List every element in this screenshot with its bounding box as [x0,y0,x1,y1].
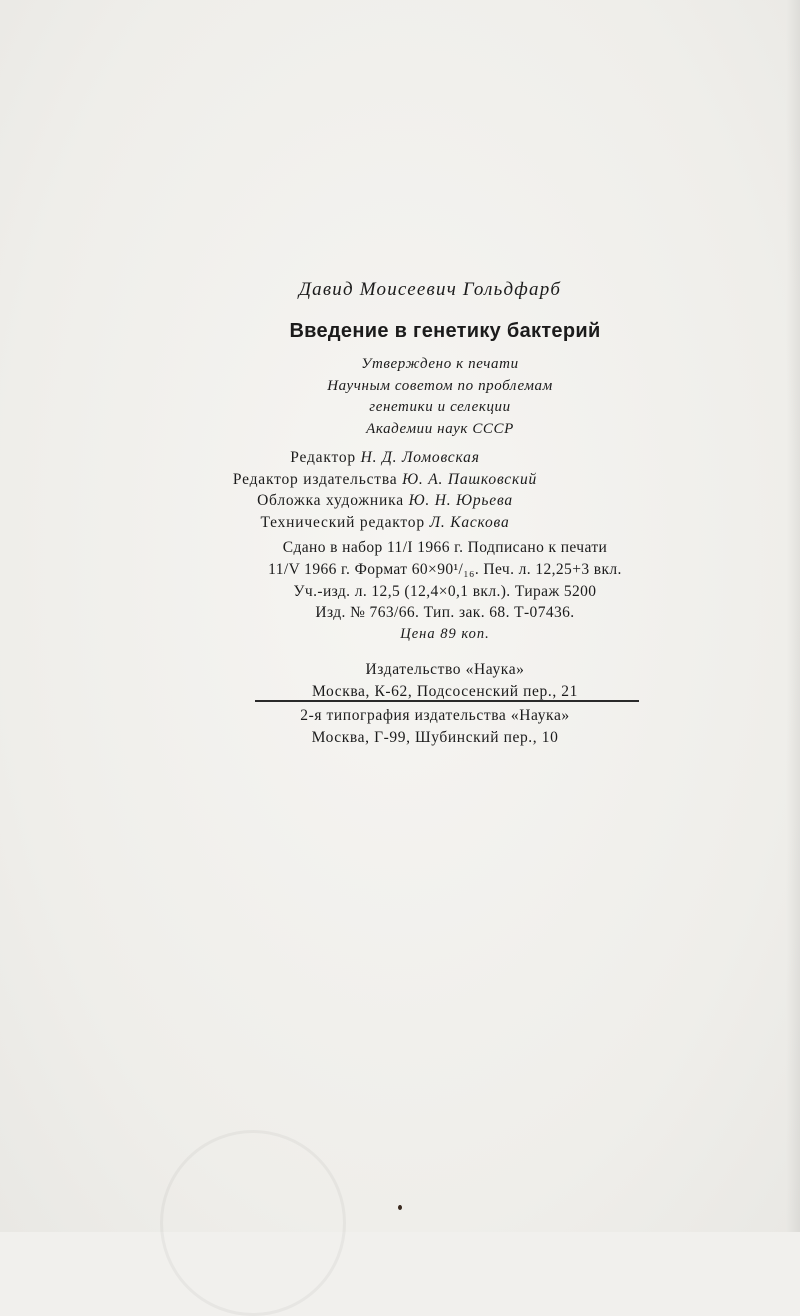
credit-name: Л. Каскова [429,513,510,531]
publisher-address: Москва, К-62, Подсосенский пер., 21 [311,682,578,700]
credit-role: Редактор издательства [232,470,398,488]
approval-line: Утверждено к печати [361,356,519,372]
publisher-info [0,659,800,702]
approval-line: генетики и селекции [369,399,511,415]
credit-row [0,512,770,534]
printer-info [0,705,800,748]
printer-name: 2-я типография издательства «Наука» [300,707,570,724]
author-name: Давид Моисеевич Гольдфарб [298,279,562,300]
printer-address: Москва, Г-99, Шубинский пер., 10 [311,728,559,746]
approval-statement [40,354,800,440]
credits-list [0,447,770,533]
imprint-line: Сдано в набор 11/I 1966 г. Подписано к печати [282,539,608,556]
credit-role: Технический редактор [260,513,425,531]
credit-name: Ю. Н. Юрьева [408,492,513,509]
credit-role: Редактор [290,449,356,466]
credit-name: Н. Д. Ломовская [360,449,480,466]
approval-line: Научным советом по проблемам [327,377,553,394]
credit-row [0,490,770,512]
imprint-line: Уч.-изд. л. 12,5 (12,4×0,1 вкл.). Тираж 5200 [293,582,597,600]
approval-line: Академии наук СССР [366,420,514,437]
imprint-line: 11/V 1966 г. Формат 60×90¹/₁₆. Печ. л. 12,25+3 вкл. [268,560,622,578]
credit-row [0,447,770,469]
credit-role: Обложка художника [257,492,404,509]
faint-stamp-mark [160,1130,346,1316]
imprint-line: Изд. № 763/66. Тип. зак. 68. Т-07436. [315,604,575,622]
ink-speck [398,1205,402,1210]
publisher-name: Издательство «Наука» [365,661,525,678]
book-title: Введение в генетику бактерий [289,320,601,342]
imprint-details [0,537,800,646]
price: Цена 89 коп. [400,626,490,643]
credit-row [0,469,770,491]
divider-line [255,700,639,702]
credit-name: Ю. А. Пашковский [402,470,538,488]
